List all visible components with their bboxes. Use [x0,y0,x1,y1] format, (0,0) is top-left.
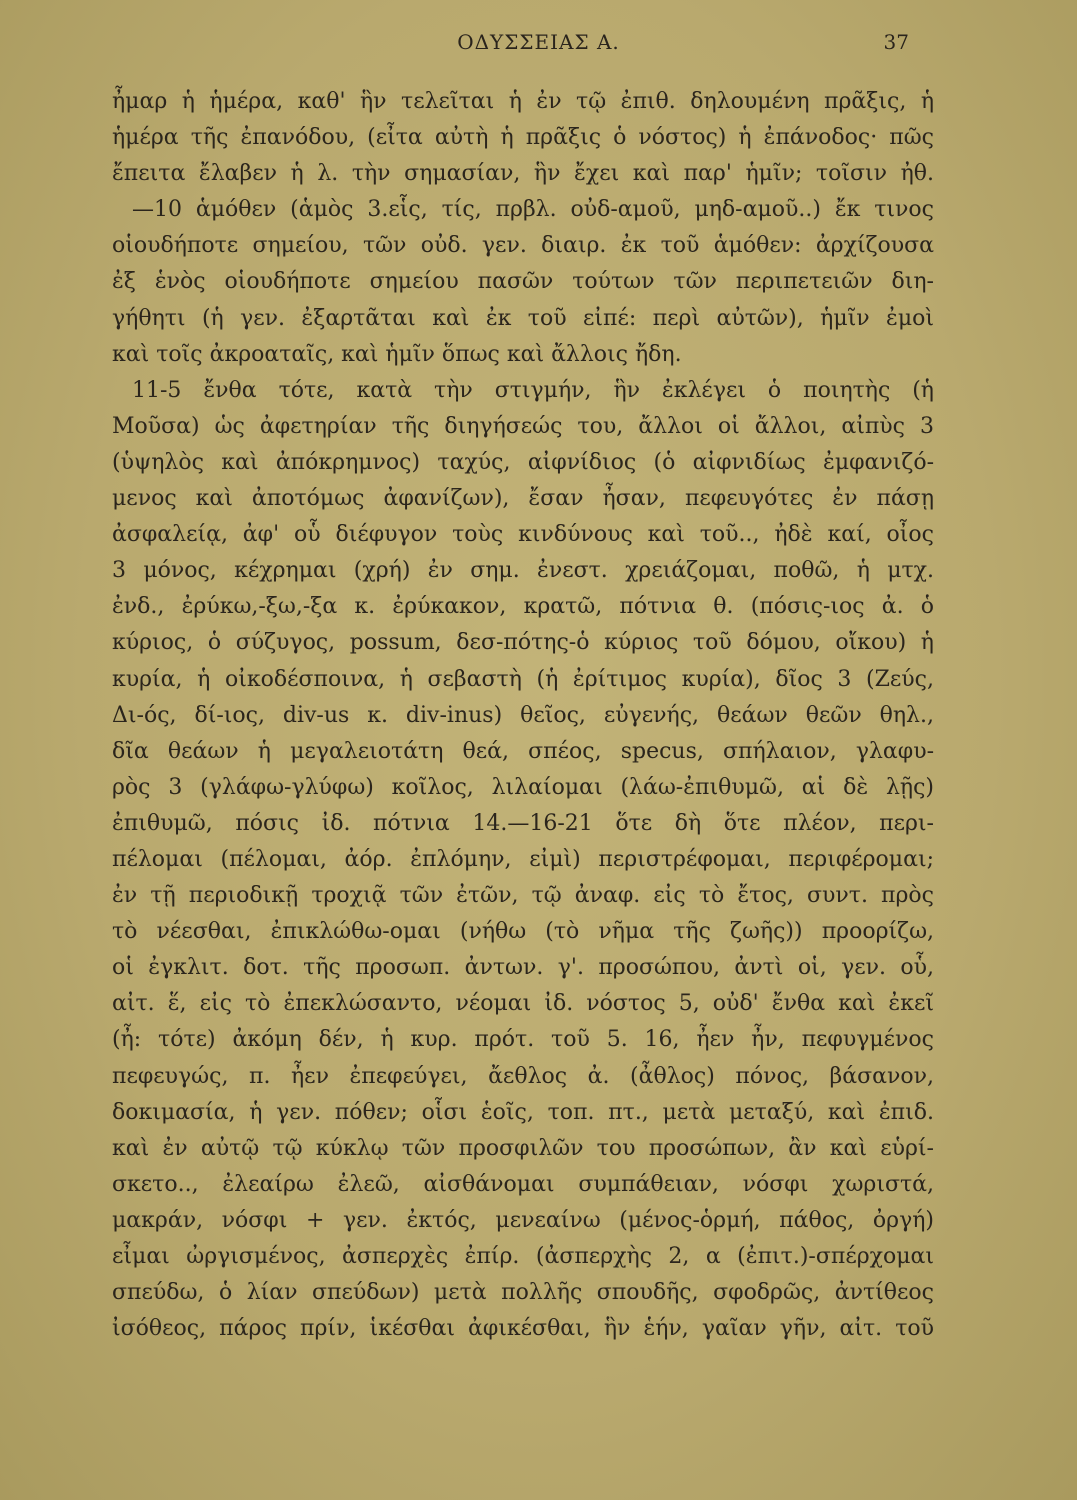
text-line: οἱ ἐγκλιτ. δοτ. τῆς προσωπ. ἀντων. γ'. προσώπου, ἀντὶ οἱ, γεν. οὗ, [112,955,934,981]
running-title: ΟΔΥΣΣΕΙΑΣ Α. [457,30,620,54]
text-line: ἰσόθεος, πάρος πρίν, ἱκέσθαι ἀφικέσθαι, ἣν ἑήν, γαῖαν γῆν, αἰτ. τοῦ [112,1316,934,1342]
text-line: αἰτ. ἕ, εἰς τὸ ἐπεκλώσαντο, νέομαι ἰδ. νόστος 5, οὐδ' ἔνθα καὶ ἐκεῖ [112,991,934,1017]
commentary-text [112,84,934,1347]
text-line: σπεύδω, ὁ λίαν σπεύδων) μετὰ πολλῆς σπουδῆς, σφοδρῶς, ἀντίθεος [112,1280,934,1306]
text-line: καὶ τοῖς ἀκροαταῖς, καὶ ἡμῖν ὅπως καὶ ἄλλοις ἤδη. [112,341,682,367]
text-line: δοκιμασία, ἡ γεν. πόθεν; οἷσι ἑοῖς, τοπ. πτ., μετὰ μεταξύ, καὶ ἐπιδ. [112,1099,934,1125]
text-line: μενος καὶ ἀποτόμως ἀφανίζων), ἔσαν ἦσαν, πεφευγότες ἐν πάσῃ [112,486,934,512]
text-line: ἐνδ., ἐρύκω,-ξω,-ξα κ. ἐρύκακον, κρατῶ, πότνια θ. (πόσις-ιος ἀ. ὁ [112,594,934,620]
text-line: ἐξ ἑνὸς οἱουδήποτε σημείου πασῶν τούτων τῶν περιπετειῶν διη- [112,269,934,295]
text-line: (ἦ: τότε) ἀκόμη δέν, ἡ κυρ. πρότ. τοῦ 5. 16, ἦεν ἦν, πεφυγμένος [112,1027,934,1053]
text-line: ἀσφαλείᾳ, ἀφ' οὗ διέφυγον τοὺς κινδύνους καὶ τοῦ.., ἠδὲ καί, οἶος [112,522,934,548]
text-line: ἐν τῇ περιοδικῇ τροχιᾷ τῶν ἐτῶν, τῷ ἀναφ. εἰς τὸ ἔτος, συντ. πρὸς [112,883,934,909]
text-line: ἔπειτα ἔλαβεν ἡ λ. τὴν σημασίαν, ἣν ἔχει καὶ παρ' ἡμῖν; τοῖσιν ἠθ. [112,161,934,187]
page-number: 37 [883,30,909,54]
text-line: 3 μόνος, κέχρημαι (χρή) ἐν σημ. ἐνεστ. χρειάζομαι, ποθῶ, ἡ μτχ. [112,558,934,584]
text-line: οἱουδήποτε σημείου, τῶν οὐδ. γεν. διαιρ. ἐκ τοῦ ἁμόθεν: ἀρχίζουσα [112,233,934,259]
text-line: ἦμαρ ἡ ἡμέρα, καθ' ἣν τελεῖται ἡ ἐν τῷ ἐπιθ. δηλουμένη πρᾶξις, ἡ [112,89,934,114]
text-line: τὸ νέεσθαι, ἐπικλώθω-ομαι (νήθω (τὸ νῆμα τῆς ζωῆς)) προορίζω, [112,919,934,945]
text-line: Δι-ός, δί-ιος, div-us κ. div-inus) θεῖος, εὐγενής, θεάων θεῶν θηλ., [112,702,934,728]
text-line: σκετο.., ἐλεαίρω ἐλεῶ, αἰσθάνομαι συμπάθειαν, νόσφι χωριστά, [112,1171,934,1197]
text-line: ρὸς 3 (γλάφω-γλύφω) κοῖλος, λιλαίομαι (λάω-ἐπιθυμῶ, αἱ δὲ λῇς) [112,774,934,800]
text-line: ἡμέρα τῆς ἐπανόδου, (εἶτα αὐτὴ ἡ πρᾶξις ὁ νόστος) ἡ ἐπάνοδος· πῶς [112,125,934,151]
text-line: ἐπιθυμῶ, πόσις ἰδ. πότνια 14.—16-21 ὅτε δὴ ὅτε πλέον, περι- [112,810,934,836]
text-line: μακράν, νόσφι + γεν. ἐκτός, μενεαίνω (μένος-ὁρμή, πάθος, ὀργή) [112,1207,934,1233]
text-line: γήθητι (ἡ γεν. ἐξαρτᾶται καὶ ἐκ τοῦ εἰπέ: περὶ αὐτῶν), ἡμῖν ἐμοὶ [112,305,934,331]
page-header [0,30,1077,62]
text-line: —10 ἁμόθεν (ἁμὸς 3.εἷς, τίς, πρβλ. οὐδ-αμοῦ, μηδ-αμοῦ..) ἔκ τινος [132,197,934,223]
text-line: (ὑψηλὸς καὶ ἀπόκρημνος) ταχύς, αἰφνίδιος (ὁ αἰφνιδίως ἐμφανιζό- [112,449,934,475]
text-line: εἶμαι ὠργισμένος, ἀσπερχὲς ἐπίρ. (ἀσπερχὴς 2, α (ἐπιτ.)-σπέρχομαι [112,1244,934,1269]
text-line: πέλομαι (πέλομαι, ἀόρ. ἐπλόμην, εἰμὶ) περιστρέφομαι, περιφέρομαι; [112,846,934,872]
text-line: κύριος, ὁ σύζυγος, possum, δεσ-πότης-ὁ κύριος τοῦ δόμου, οἴκου) ἡ [112,630,934,656]
text-line: κυρία, ἡ οἰκοδέσποινα, ἡ σεβαστὴ (ἡ ἐρίτιμος κυρία), δῖος 3 (Ζεύς, [112,666,934,692]
text-line: δῖα θεάων ἡ μεγαλειοτάτη θεά, σπέος, specus, σπήλαιον, γλαφυ- [112,738,934,764]
text-line: 11-5 ἔνθα τότε, κατὰ τὴν στιγμήν, ἣν ἐκλέγει ὁ ποιητὴς (ἡ [132,377,934,403]
text-line: καὶ ἐν αὐτῷ τῷ κύκλῳ τῶν προσφιλῶν του προσώπων, ἂν καὶ εὑρί- [112,1135,934,1161]
text-line: πεφευγώς, π. ἦεν ἐπεφεύγει, ἄεθλος ἀ. (ἆθλος) πόνος, βάσανον, [112,1063,934,1089]
text-line: Μοῦσα) ὡς ἀφετηρίαν τῆς διηγήσεώς του, ἄλλοι οἱ ἄλλοι, αἰπὺς 3 [112,413,934,439]
